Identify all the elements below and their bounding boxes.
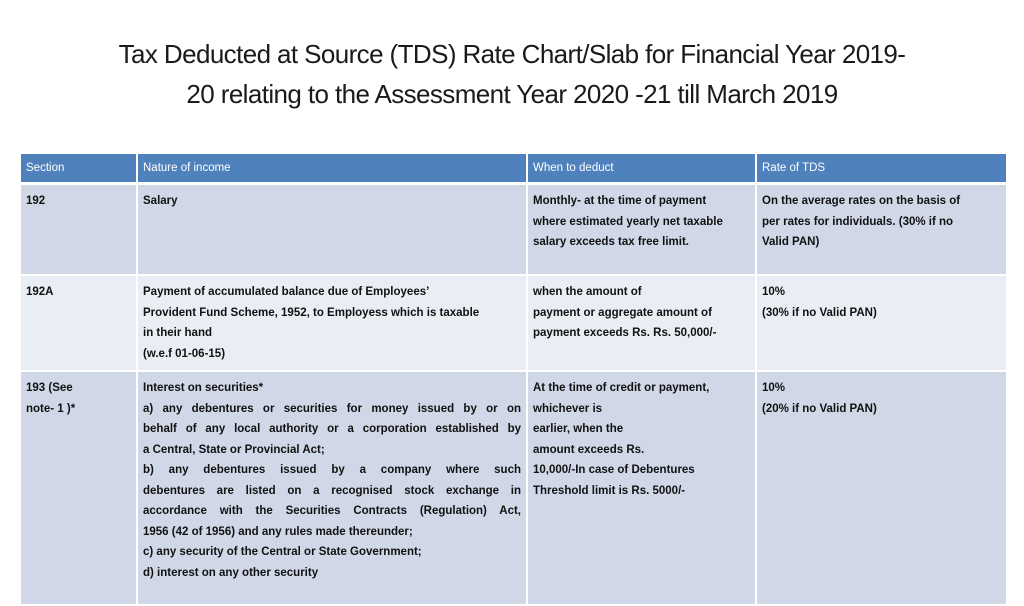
page-title-line-1: Tax Deducted at Source (TDS) Rate Chart/Slab for Financial Year 2019- — [118, 39, 906, 69]
cell-text: a Central, State or Provincial Act; — [143, 443, 325, 456]
cell-text: payment or aggregate amount of — [533, 306, 712, 319]
tds-rate-table — [21, 154, 1008, 606]
cell-text: earlier, when the — [533, 423, 624, 435]
header-when-to-deduct: When to deduct — [527, 154, 756, 184]
cell-text: b) any debentures issued by a company where such — [143, 464, 521, 476]
cell-text: Interest on securities* — [143, 382, 264, 394]
cell-text: Provident Fund Scheme, 1952, to Employess which is taxable — [143, 306, 480, 319]
cell-text: per rates for individuals. (30% if no — [762, 215, 954, 228]
cell-text: Payment of accumulated balance due of Employees’ — [143, 286, 430, 298]
header-rate-of-tds: Rate of TDS — [756, 154, 1007, 184]
cell-text: where estimated yearly net taxable — [533, 215, 723, 228]
header-section: Section — [21, 154, 137, 184]
cell-text: c) any security of the Central or State Government; — [143, 546, 422, 558]
cell-nature — [137, 371, 527, 605]
page-title — [0, 34, 1024, 114]
cell-text: salary exceeds tax free limit. — [533, 236, 689, 248]
page-title-line-2: 20 relating to the Assessment Year 2020 -21 till March 2019 — [186, 79, 838, 109]
cell-text: in their hand — [143, 327, 212, 339]
table-row — [21, 371, 1007, 605]
cell-when — [527, 371, 756, 605]
cell-text: 10% — [762, 286, 786, 298]
cell-text: whichever is — [533, 402, 603, 415]
cell-rate — [756, 184, 1007, 276]
cell-text: 1956 (42 of 1956) and any rules made thereunder; — [143, 525, 413, 538]
cell-text: (30% if no Valid PAN) — [762, 306, 877, 319]
cell-section — [21, 184, 137, 276]
cell-text: On the average rates on the basis of — [762, 195, 961, 207]
cell-text: (w.e.f 01-06-15) — [143, 347, 226, 360]
cell-text: 10,000/-In case of Debentures — [533, 464, 695, 476]
cell-rate — [756, 371, 1007, 605]
cell-text: note- 1 )* — [26, 402, 76, 415]
table-row — [21, 184, 1007, 276]
cell-text: debentures are listed on a recognised stock exchange in — [143, 484, 521, 497]
cell-text: (20% if no Valid PAN) — [762, 402, 877, 415]
cell-text: Threshold limit is Rs. 5000/- — [533, 484, 686, 497]
cell-text: amount exceeds Rs. — [533, 443, 645, 456]
cell-text: 10% — [762, 382, 786, 394]
cell-text: 192A — [26, 286, 54, 298]
cell-nature — [137, 275, 527, 371]
cell-section — [21, 371, 137, 605]
cell-text: Monthly- at the time of payment — [533, 195, 707, 207]
cell-when — [527, 275, 756, 371]
cell-nature — [137, 184, 527, 276]
cell-text: accordance with the Securities Contracts (Regulation) Act, — [143, 505, 521, 517]
cell-section — [21, 275, 137, 371]
cell-rate — [756, 275, 1007, 371]
cell-text: Valid PAN) — [762, 236, 820, 248]
table-header-row — [21, 154, 1007, 184]
cell-text: Salary — [143, 195, 178, 207]
table-row — [21, 275, 1007, 371]
cell-text: 193 (See — [26, 382, 73, 394]
cell-text: behalf of any local authority or a corporation established by — [143, 423, 521, 435]
cell-text: payment exceeds Rs. Rs. 50,000/- — [533, 327, 717, 339]
cell-text: when the amount of — [533, 286, 642, 298]
cell-when — [527, 184, 756, 276]
cell-text: d) interest on any other security — [143, 566, 319, 579]
cell-text: 192 — [26, 195, 46, 207]
cell-text: a) any debentures or securities for money issued by or on — [143, 402, 521, 415]
header-nature-of-income: Nature of income — [137, 154, 527, 184]
cell-text: At the time of credit or payment, — [533, 382, 710, 394]
